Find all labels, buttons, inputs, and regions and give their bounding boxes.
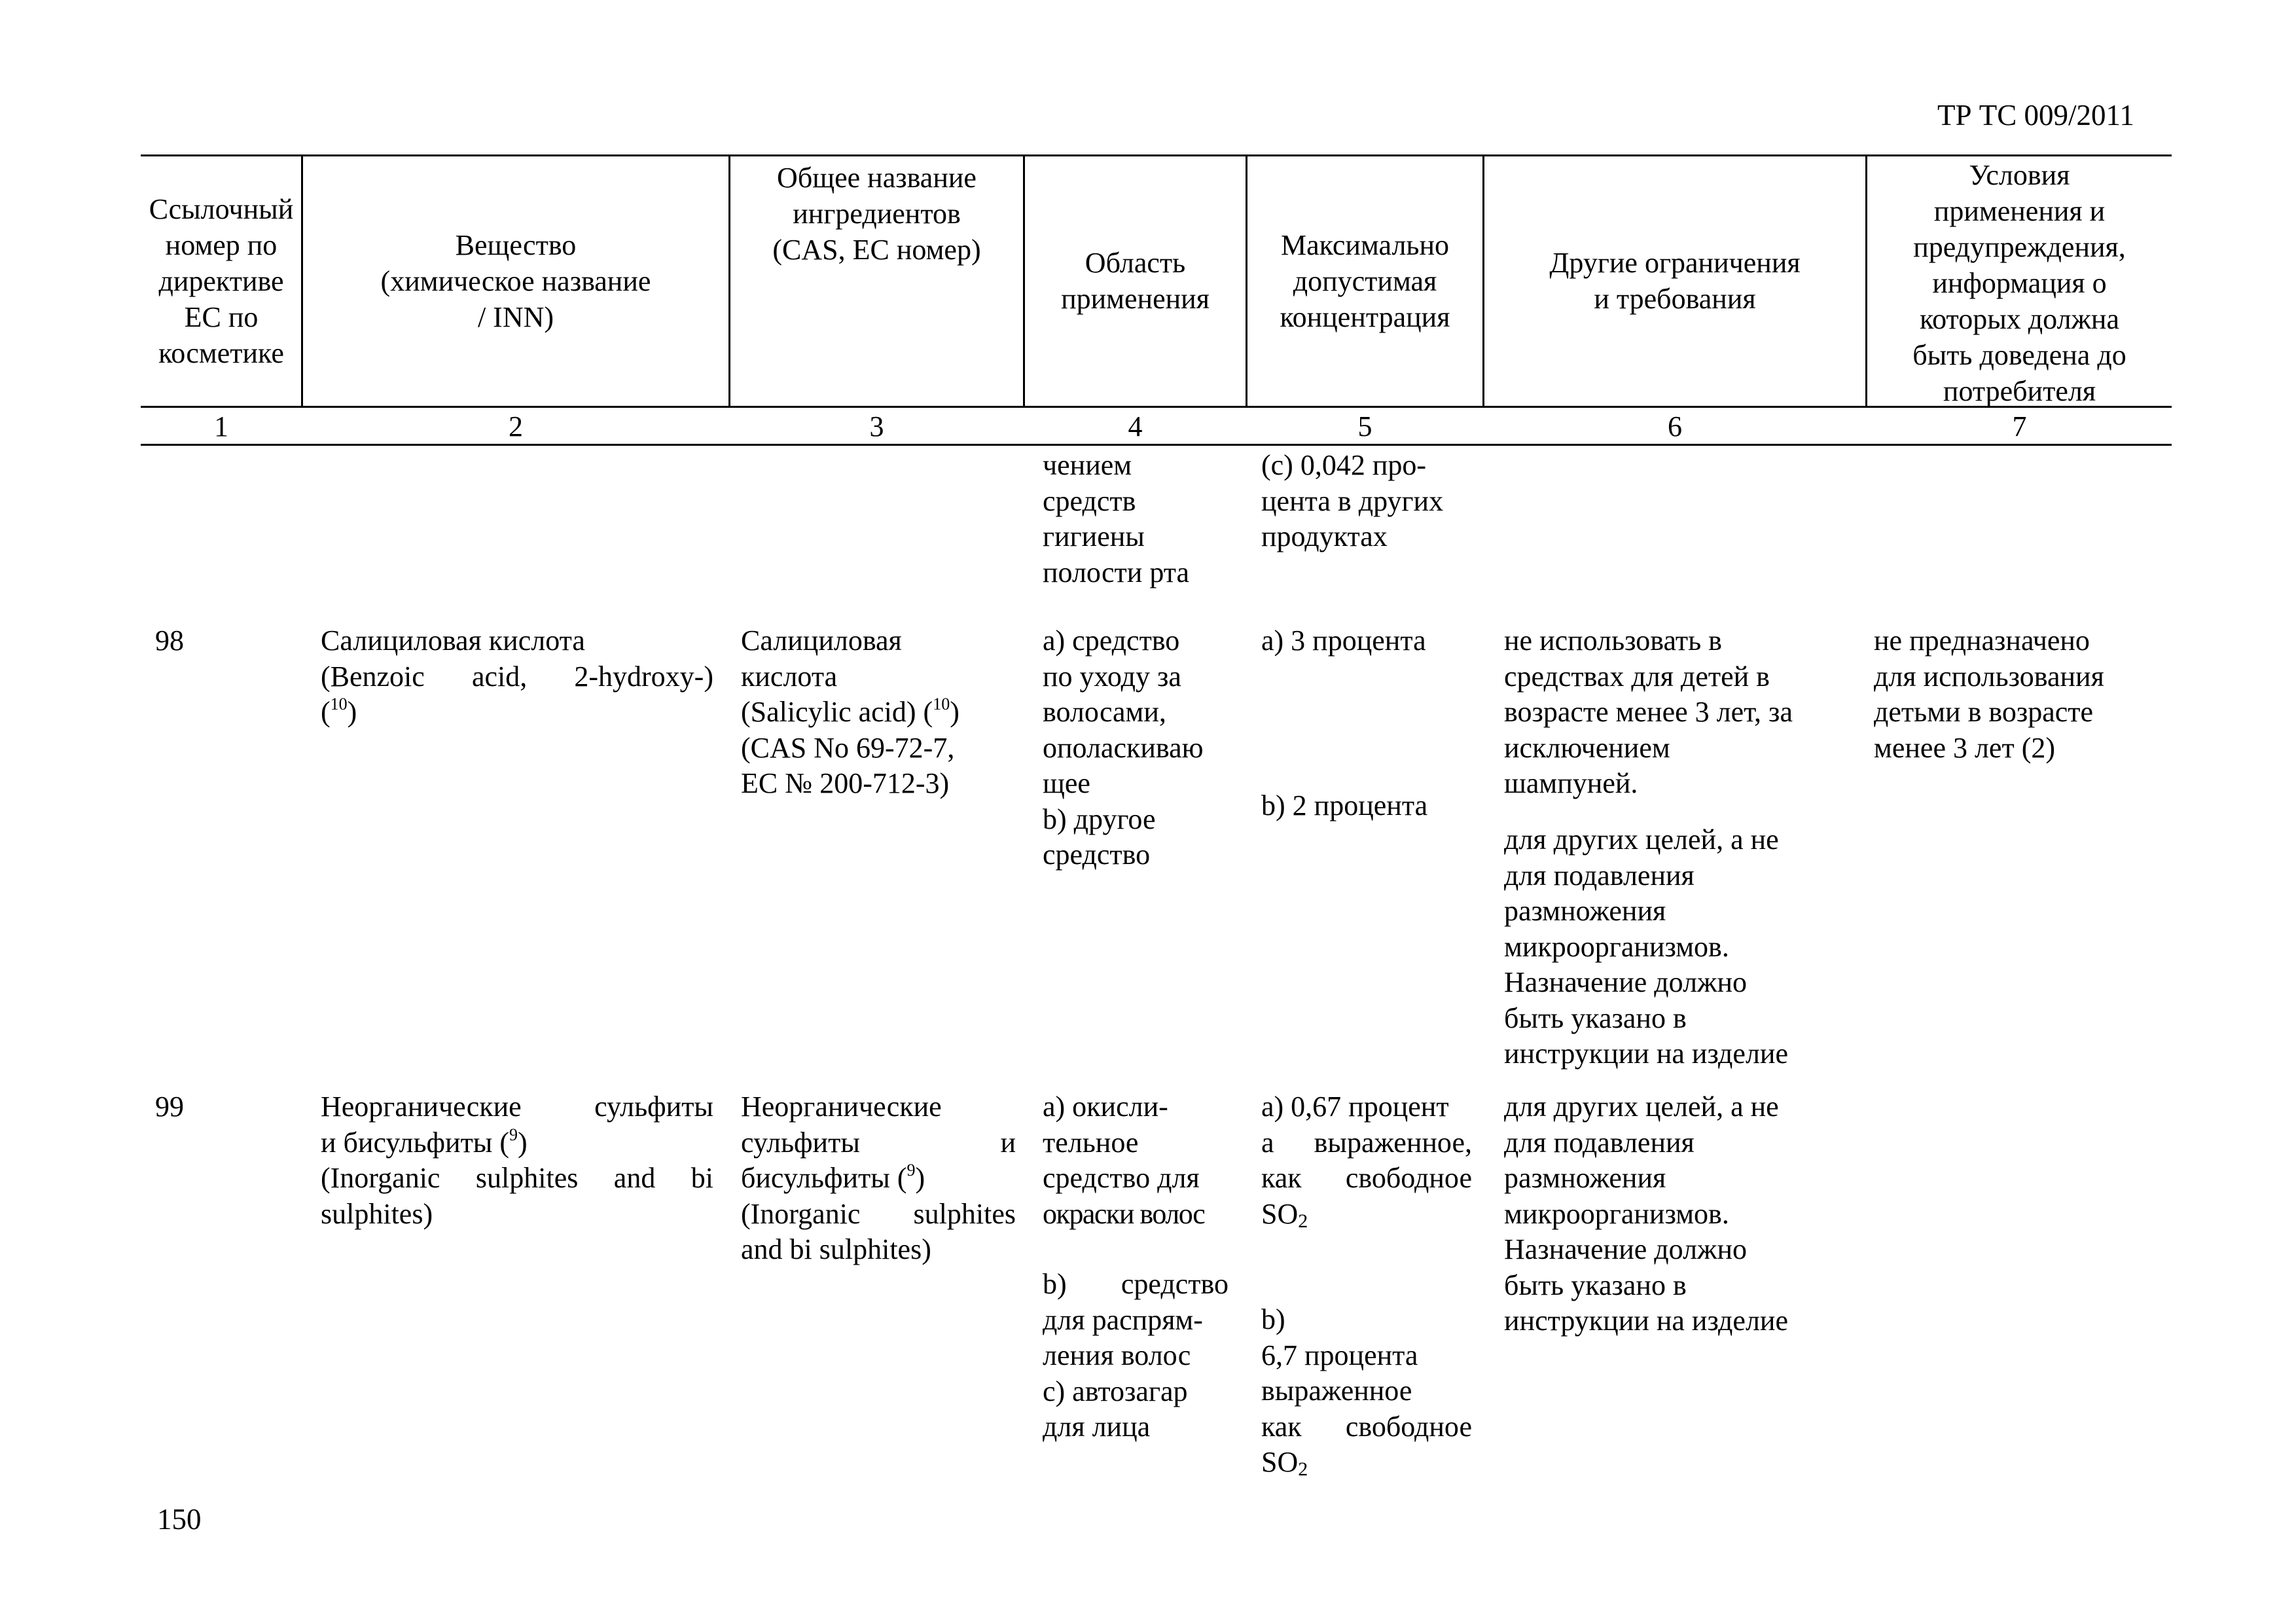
text-line: Салициловая — [741, 624, 902, 657]
header-line: потребителя — [1943, 375, 2096, 407]
header-line: директиве — [158, 264, 284, 297]
header-other-restrictions — [1484, 154, 1865, 407]
text-line-with-footnote — [741, 1161, 1016, 1197]
text-line: быть указано в — [1504, 1001, 1687, 1034]
text-fragment: SO — [1261, 1446, 1299, 1478]
text-line: b) средство — [1043, 1268, 1229, 1300]
column-number: 5 — [1357, 410, 1372, 442]
text-line: инструкции на изделие — [1504, 1038, 1788, 1070]
text-line: средство — [1043, 839, 1151, 871]
text-line: менее 3 лет (2) — [1874, 731, 2055, 764]
text-fragment: ( — [321, 696, 331, 728]
row-98-other-restrictions-2 — [1504, 822, 1857, 1072]
header-line: номер по — [165, 228, 278, 261]
text-line: полости рта — [1043, 556, 1190, 588]
subscript: 2 — [1298, 1458, 1308, 1480]
chemical-formula — [1261, 1445, 1472, 1481]
header-line: применения и — [1933, 195, 2106, 227]
text-line: для подавления — [1504, 859, 1695, 892]
row-99-substance — [321, 1089, 713, 1232]
header-line: Условия — [1969, 159, 2070, 191]
text-line: (c) 0,042 про- — [1261, 449, 1427, 481]
text-line: волосами, — [1043, 696, 1166, 728]
chemical-formula — [1261, 1197, 1472, 1233]
header-line: применения — [1061, 283, 1210, 315]
header-ref-number — [139, 154, 304, 407]
row-99-application-area-a — [1043, 1089, 1239, 1232]
text-line: sulphites) — [321, 1197, 433, 1230]
row-99-other-restrictions — [1504, 1089, 1857, 1339]
header-line: которых должна — [1919, 303, 2119, 335]
row-99-application-area-b — [1043, 1267, 1229, 1445]
text-line: для распрям- — [1043, 1303, 1203, 1336]
text-line: окраски волос — [1043, 1197, 1205, 1230]
text-line: тельное — [1043, 1126, 1139, 1159]
header-line: быть доведена до — [1912, 339, 2126, 371]
header-common-name — [730, 154, 1023, 407]
subscript: 2 — [1298, 1210, 1308, 1232]
text-line: средств — [1043, 484, 1136, 517]
text-line: ополаскиваю — [1043, 731, 1204, 764]
text-fragment: (Salicylic acid) ( — [741, 696, 933, 728]
text-line: ЕС № 200-712-3) — [741, 767, 950, 799]
text-line: кислота — [741, 660, 838, 693]
text-line: щее — [1043, 767, 1090, 799]
page-number: 150 — [157, 1503, 202, 1536]
text-line: не использовать в — [1504, 624, 1722, 657]
row-99-max-concentration-b — [1261, 1302, 1472, 1481]
header-line: и требования — [1594, 283, 1756, 315]
row-98-substance — [321, 623, 713, 731]
text-line: гигиены — [1043, 520, 1145, 552]
text-line: для использования — [1874, 660, 2104, 693]
text-fragment: и бисульфиты ( — [321, 1126, 510, 1159]
text-line: цента в других — [1261, 484, 1444, 517]
header-line: информация о — [1932, 267, 2107, 299]
text-line: 6,7 процента — [1261, 1339, 1418, 1371]
continuation-application-area — [1043, 448, 1239, 590]
text-line: не предназначено — [1874, 624, 2090, 657]
text-line: по уходу за — [1043, 660, 1181, 693]
text-line: Неорганические сульфиты — [321, 1091, 713, 1123]
text-line: средство для — [1043, 1162, 1200, 1194]
header-line: Ссылочный — [149, 192, 294, 225]
footnote-ref: 9 — [906, 1161, 916, 1180]
text-line: как свободное — [1261, 1162, 1472, 1194]
text-line: для лица — [1043, 1411, 1151, 1443]
row-98-other-restrictions-1 — [1504, 623, 1857, 802]
text-line-with-footnote — [321, 1125, 713, 1161]
text-line: размножения — [1504, 895, 1666, 927]
header-line: (CAS, ЕС номер) — [772, 234, 981, 266]
header-line: ингредиентов — [793, 198, 961, 230]
continuation-max-concentration — [1261, 448, 1477, 555]
row-98-common-name — [741, 623, 1016, 802]
header-line: предупреждения, — [1913, 231, 2126, 263]
text-line: детьми в возрасте — [1874, 696, 2094, 728]
row-98-application-area — [1043, 623, 1239, 873]
text-line: возрасте менее 3 лет, за — [1504, 696, 1793, 728]
text-line: для других целей, а не — [1504, 823, 1779, 856]
text-line: как свободное — [1261, 1410, 1472, 1443]
text-line-with-footnote — [741, 695, 1016, 731]
text-line: а выраженное, — [1261, 1126, 1472, 1159]
header-line: ЕС по — [184, 300, 259, 333]
header-line: / INN) — [477, 300, 554, 333]
column-number: 2 — [509, 410, 523, 442]
header-application-area — [1025, 154, 1246, 407]
text-line: Назначение должно — [1504, 1233, 1747, 1265]
document-code: ТР ТС 009/2011 — [1937, 99, 2134, 132]
text-line: размножения — [1504, 1162, 1666, 1194]
row-98-max-concentration-a: a) 3 процента — [1261, 624, 1426, 657]
row-98-max-concentration-b: b) 2 процента — [1261, 789, 1428, 821]
text-fragment: бисульфиты ( — [741, 1162, 907, 1194]
header-line: Область — [1085, 247, 1186, 279]
text-fragment: ) — [950, 696, 960, 728]
text-line: инструкции на изделие — [1504, 1305, 1788, 1337]
text-line: для других целей, а не — [1504, 1091, 1779, 1123]
column-number: 4 — [1128, 410, 1143, 442]
text-line: (Inorganic sulphites and bi — [321, 1162, 713, 1194]
text-line: (Benzoic acid, 2-hydroxy-) — [321, 660, 713, 693]
header-line: (химическое название — [380, 264, 651, 297]
text-line: быть указано в — [1504, 1269, 1687, 1301]
text-line: чением — [1043, 449, 1132, 481]
column-number-rule — [141, 444, 2172, 446]
header-conditions-warnings — [1867, 154, 2172, 407]
text-line: a) окисли- — [1043, 1091, 1168, 1123]
text-line: микроорганизмов. — [1504, 930, 1729, 963]
footnote-ref: 10 — [330, 695, 348, 713]
text-line: b) другое — [1043, 803, 1156, 835]
text-line: сульфиты и — [741, 1126, 1016, 1159]
text-line: c) автозагар — [1043, 1375, 1188, 1407]
text-line: микроорганизмов. — [1504, 1197, 1729, 1230]
text-line: ления волос — [1043, 1339, 1191, 1371]
text-line: продуктах — [1261, 520, 1388, 552]
header-max-concentration — [1247, 154, 1482, 407]
text-fragment: ) — [518, 1126, 528, 1159]
text-line: Назначение должно — [1504, 966, 1747, 998]
header-line: Общее название — [777, 162, 977, 194]
header-line: концентрация — [1280, 300, 1450, 333]
text-line: средствах для детей в — [1504, 660, 1770, 693]
header-line: Максимально — [1280, 228, 1450, 261]
row-99-max-concentration-a — [1261, 1089, 1472, 1232]
text-fragment: ) — [347, 696, 357, 728]
text-line: (Inorganic sulphites — [741, 1197, 1016, 1230]
text-line: a) 0,67 процент — [1261, 1091, 1449, 1123]
header-line: Другие ограничения — [1549, 247, 1801, 279]
text-line: and bi sulphites) — [741, 1233, 931, 1265]
text-line: Неорганические — [741, 1091, 942, 1123]
column-number: 3 — [869, 410, 884, 442]
text-line: b) — [1261, 1303, 1285, 1335]
column-number: 1 — [214, 410, 228, 442]
text-line: Салициловая кислота — [321, 624, 585, 657]
text-fragment: SO — [1261, 1197, 1299, 1230]
text-line: шампуней. — [1504, 767, 1638, 799]
text-fragment: ) — [915, 1162, 925, 1194]
text-line: выраженное — [1261, 1375, 1412, 1407]
row-98-ref-number: 98 — [155, 624, 184, 657]
footnote-ref: 10 — [933, 695, 950, 713]
column-number: 6 — [1668, 410, 1682, 442]
text-line: a) средство — [1043, 624, 1180, 657]
row-99-common-name — [741, 1089, 1016, 1268]
header-substance — [303, 154, 728, 407]
header-line: косметике — [158, 336, 284, 369]
text-line-with-footnote — [321, 695, 713, 731]
footnote-ref: 9 — [509, 1125, 518, 1144]
text-line: (CAS No 69-72-7, — [741, 731, 955, 764]
header-line: допустимая — [1293, 264, 1437, 297]
row-98-conditions-warnings — [1874, 623, 2162, 766]
header-line: Вещество — [455, 228, 577, 261]
text-line: исключением — [1504, 731, 1670, 764]
column-number: 7 — [2012, 410, 2027, 442]
row-99-ref-number: 99 — [155, 1091, 184, 1123]
text-line: для подавления — [1504, 1126, 1695, 1159]
